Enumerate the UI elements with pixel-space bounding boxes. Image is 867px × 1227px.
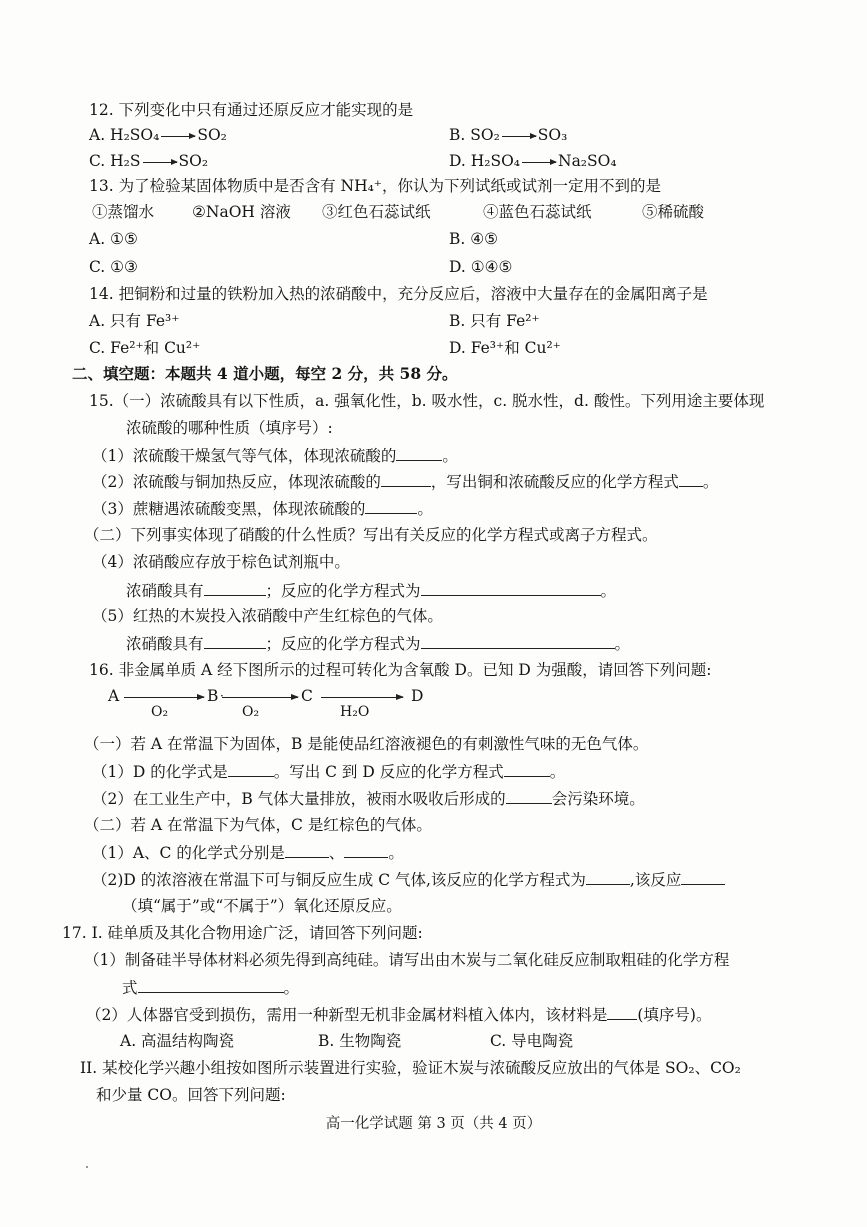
answer-blank[interactable] <box>506 788 552 804</box>
q16-part3-end: 。 <box>388 844 404 862</box>
q16-part2-end: 会污染环境。 <box>551 790 645 808</box>
q15-part4-answer <box>126 580 616 601</box>
q16-part1-mid: 。写出 C 到 D 反应的化学方程式 <box>273 763 504 781</box>
answer-blank[interactable] <box>285 842 329 858</box>
page-footer: 高一化学试题 第 3 页（共 4 页） <box>325 1116 542 1132</box>
q15-part2-mid: ，写出铜和浓硫酸反应的化学方程式 <box>430 473 679 491</box>
q15-part4: （4）浓硝酸应存放于棕色试剂瓶中。 <box>92 553 350 571</box>
q15-part2-text: （2）浓硫酸与铜加热反应，体现浓硫酸的 <box>92 473 381 491</box>
q12-a-product: SO₂ <box>197 126 227 144</box>
q13-stem: 13. 为了检验某固体物质中是否含有 NH₄⁺，你认为下列试纸或试剂一定用不到的是 <box>89 177 661 195</box>
q13-reagent-5: ⑤稀硫酸 <box>642 203 705 221</box>
q13-option-b: B. ④⑤ <box>449 230 499 248</box>
q12-b-product: SO₃ <box>537 126 568 144</box>
q16-part1-end: 。 <box>549 763 566 781</box>
q15-stem-line1: 15.（一）浓硫酸具有以下性质，a. 强氧化性，b. 吸水性，c. 脱水性，d. 酸性。下列用途主要体现 <box>89 392 765 410</box>
q13-option-c: C. ①③ <box>89 258 138 276</box>
q12-option-b <box>449 125 567 145</box>
q12-option-a <box>89 125 227 145</box>
q15-stem-line2: 浓硫酸的哪种性质（填序号）: <box>126 419 333 437</box>
q15-part5: （5）红热的木炭投入浓硝酸中产生红棕色的气体。 <box>92 607 443 625</box>
q12-option-c <box>89 151 208 171</box>
scheme-arrow-icon <box>321 697 403 698</box>
answer-blank[interactable] <box>681 869 725 885</box>
q16-part4 <box>92 869 725 890</box>
q14-option-d: D. Fe³⁺和 Cu²⁺ <box>449 339 561 357</box>
answer-blank[interactable] <box>365 498 417 514</box>
q12-stem: 12. 下列变化中只有通过还原反应才能实现的是 <box>89 101 414 119</box>
q16-section-two: （二）若 A 在常温下为气体，C 是红棕色的气体。 <box>84 816 432 834</box>
q17-option-b: B. 生物陶瓷 <box>318 1032 402 1050</box>
scheme-b: B <box>207 687 219 705</box>
q15-part3-text: （3）蔗糖遇浓硫酸变黑，体现浓硫酸的 <box>92 500 366 518</box>
q15-part1-text: （1）浓硫酸干燥氢气等气体，体现浓硫酸的 <box>92 447 397 465</box>
q15-part1 <box>92 445 458 466</box>
q16-part1 <box>92 761 565 782</box>
q15-part4-end: 。 <box>600 582 617 600</box>
q16-part2 <box>92 788 645 809</box>
q15-part5a-text: 浓硝酸具有 <box>126 635 204 653</box>
scheme-arrow-icon <box>124 697 204 698</box>
q12-c-product: SO₂ <box>178 152 209 170</box>
q17-stem: 17. I. 硅单质及其化合物用途广泛，请回答下列问题: <box>62 924 423 942</box>
answer-blank[interactable] <box>504 761 550 777</box>
q16-stem: 16. 非金属单质 A 经下图所示的过程可转化为含氧酸 D。已知 D 为强酸，请回答下列问题: <box>89 661 712 679</box>
answer-blank[interactable] <box>204 633 266 649</box>
q17-part1-end: 。 <box>283 979 300 997</box>
q16-part4-mid: ,该反应 <box>629 871 682 889</box>
q15-part3-end: 。 <box>417 500 433 518</box>
q15-part5-end: 。 <box>614 635 631 653</box>
q17-part1b-text: 式 <box>122 979 138 997</box>
q15-section-two: （二）下列事实体现了硝酸的什么性质？写出有关反应的化学方程式或离子方程式。 <box>84 526 658 544</box>
q16-part3-mid: 、 <box>328 844 345 862</box>
q13-reagent-1: ①蒸馏水 <box>92 203 155 221</box>
answer-blank[interactable] <box>586 869 630 885</box>
q13-option-d: D. ①④⑤ <box>449 258 513 276</box>
q16-part1-text: （1）D 的化学式是 <box>92 763 228 781</box>
q12-c-text: C. H₂S <box>89 152 141 170</box>
q17-part1-answer <box>122 977 299 998</box>
q15-part2-end: 。 <box>702 473 719 491</box>
q15-part5b-text: ；反应的化学方程式为 <box>265 635 421 653</box>
q15-part5-answer <box>126 633 630 654</box>
answer-blank[interactable] <box>228 761 274 777</box>
q17-part-ii-line2: 和少量 CO。回答下列问题: <box>96 1086 286 1104</box>
q12-d-text: D. H₂SO₄ <box>449 152 520 170</box>
q17-option-a: A. 高温结构陶瓷 <box>120 1032 235 1050</box>
scheme-arrow-icon <box>222 697 298 698</box>
q16-part3-text: （1）A、C 的化学式分别是 <box>92 844 285 862</box>
q17-part1: （1）制备硅半导体材料必须先得到高纯硅。请写出由木炭与二氧化硅反应制取粗硅的化学方程 <box>84 951 730 969</box>
q14-stem: 14. 把铜粉和过量的铁粉加入热的浓硝酸中，充分反应后，溶液中大量存在的金属阳离子是 <box>89 285 708 303</box>
scheme-o2-label: O₂ <box>242 704 260 720</box>
q12-option-d <box>449 151 617 171</box>
reaction-arrow-icon <box>161 136 195 137</box>
reaction-arrow-icon <box>143 162 177 163</box>
q12-b-text: B. SO₂ <box>449 126 500 144</box>
q13-reagent-2: ②NaOH 溶液 <box>192 203 291 221</box>
answer-blank[interactable] <box>607 1004 637 1020</box>
q16-part4-text: （2)D 的浓溶液在常温下可与铜反应生成 C 气体,该反应的化学方程式为 <box>92 871 586 889</box>
q16-part2-text: （2）在工业生产中，B 气体大量排放，被雨水吸收后形成的 <box>92 790 506 808</box>
q12-a-text: A. H₂SO₄ <box>89 126 160 144</box>
answer-blank[interactable] <box>421 580 601 596</box>
answer-blank[interactable] <box>381 471 431 487</box>
q16-part3 <box>92 842 404 863</box>
q14-option-c: C. Fe²⁺和 Cu²⁺ <box>89 339 201 357</box>
q15-part4b-text: ；反应的化学方程式为 <box>265 582 421 600</box>
q12-d-product: Na₂SO₄ <box>558 152 617 170</box>
q17-part2-text: （2）人体器官受到损伤，需用一种新型无机非金属材料植入体内，该材料是 <box>86 1006 608 1024</box>
q13-reagent-4: ④蓝色石蕊试纸 <box>483 203 592 221</box>
section-heading: 二、填空题：本题共 4 道小题，每空 2 分，共 58 分。 <box>72 364 458 383</box>
q16-section-one: （一）若 A 在常温下为固体，B 是能使品红溶液褪色的有刺激性气味的无色气体。 <box>84 735 649 753</box>
answer-blank[interactable] <box>138 977 284 993</box>
scheme-a: A <box>108 687 120 705</box>
answer-blank[interactable] <box>204 580 266 596</box>
q14-option-b: B. 只有 Fe²⁺ <box>449 312 540 330</box>
q17-part-ii-line1: II. 某校化学兴趣小组按如图所示装置进行实验，验证木炭与浓硫酸反应放出的气体是 SO₂、CO₂ <box>80 1059 741 1077</box>
scheme-c: C <box>301 687 313 705</box>
q15-part1-end: 。 <box>442 447 458 465</box>
answer-blank[interactable] <box>396 445 442 461</box>
q15-part2 <box>92 471 718 492</box>
q15-part3 <box>92 498 433 519</box>
scan-speck <box>86 1166 88 1168</box>
reaction-arrow-icon <box>502 136 536 137</box>
scheme-o2-label: O₂ <box>151 704 169 720</box>
q14-option-a: A. 只有 Fe³⁺ <box>89 312 180 330</box>
answer-blank[interactable] <box>679 471 703 487</box>
q15-part4a-text: 浓硝酸具有 <box>126 582 204 600</box>
q17-part2 <box>86 1004 711 1025</box>
answer-blank[interactable] <box>344 842 388 858</box>
scheme-d: D <box>411 687 424 705</box>
scheme-dot: · <box>220 689 224 703</box>
reaction-arrow-icon <box>522 162 556 163</box>
q17-option-c: C. 导电陶瓷 <box>490 1032 574 1050</box>
scheme-h2o-label: H₂O <box>340 704 370 720</box>
q16-part4-note: （填“属于”或“不属于”）氧化还原反应。 <box>122 897 402 915</box>
q13-reagent-3: ③红色石蕊试纸 <box>322 203 431 221</box>
q17-part2-end: (填序号)。 <box>637 1006 712 1024</box>
answer-blank[interactable] <box>421 633 615 649</box>
q13-option-a: A. ①⑤ <box>89 230 138 248</box>
